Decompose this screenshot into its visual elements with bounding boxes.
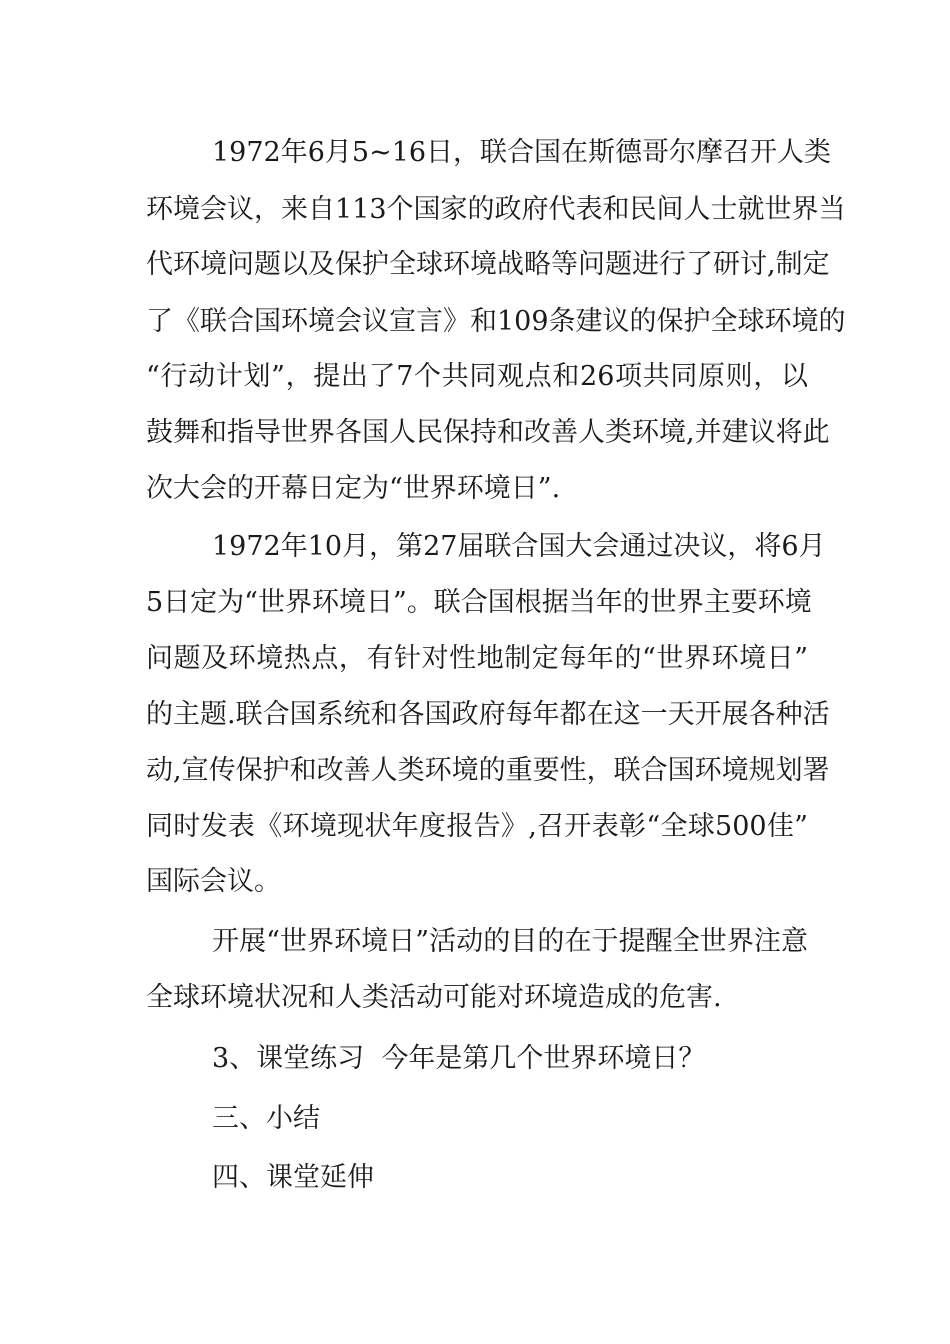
paragraph-3-line-1: 开展“世界环境日”活动的目的在于提醒全世界注意 bbox=[212, 926, 808, 957]
paragraph-1-line-3: 代环境问题以及保护全球环境战略等问题进行了研讨,制定 bbox=[146, 249, 830, 280]
summary-heading: 三、小结 bbox=[212, 1103, 320, 1134]
paragraph-1-line-5: “行动计划”，提出了7个共同观点和26项共同原则，以 bbox=[146, 361, 808, 392]
paragraph-3-line-2: 全球环境状况和人类活动可能对环境造成的危害. bbox=[146, 982, 722, 1013]
paragraph-1-line-7: 次大会的开幕日定为“世界环境日”. bbox=[146, 473, 561, 504]
paragraph-1-line-6: 鼓舞和指导世界各国人民保持和改善人类环境,并建议将此 bbox=[146, 417, 830, 448]
paragraph-2-line-5: 动,宣传保护和改善人类环境的重要性，联合国环境规划署 bbox=[146, 755, 830, 786]
paragraph-1-line-1: 1972年6月5~16日，联合国在斯德哥尔摩召开人类 bbox=[212, 137, 832, 168]
classroom-exercise: 3、课堂练习 今年是第几个世界环境日？ bbox=[212, 1043, 706, 1074]
paragraph-1-line-4: 了《联合国环境会议宣言》和109条建议的保护全球环境的 bbox=[146, 306, 846, 337]
extension-heading: 四、课堂延伸 bbox=[212, 1162, 374, 1193]
paragraph-2-line-6: 同时发表《环境现状年度报告》,召开表彰“全球500佳” bbox=[146, 811, 808, 842]
paragraph-2-line-2: 5日定为“世界环境日”。联合国根据当年的世界主要环境 bbox=[146, 587, 812, 618]
paragraph-2-line-1: 1972年10月，第27届联合国大会通过决议，将6月 bbox=[212, 531, 826, 562]
paragraph-2-line-7: 国际会议。 bbox=[146, 866, 281, 897]
paragraph-1-line-2: 环境会议，来自113个国家的政府代表和民间人士就世界当 bbox=[146, 194, 846, 225]
paragraph-2-line-4: 的主题.联合国系统和各国政府每年都在这一天开展各种活 bbox=[146, 699, 830, 730]
paragraph-2-line-3: 问题及环境热点，有针对性地制定每年的“世界环境日” bbox=[146, 643, 808, 674]
